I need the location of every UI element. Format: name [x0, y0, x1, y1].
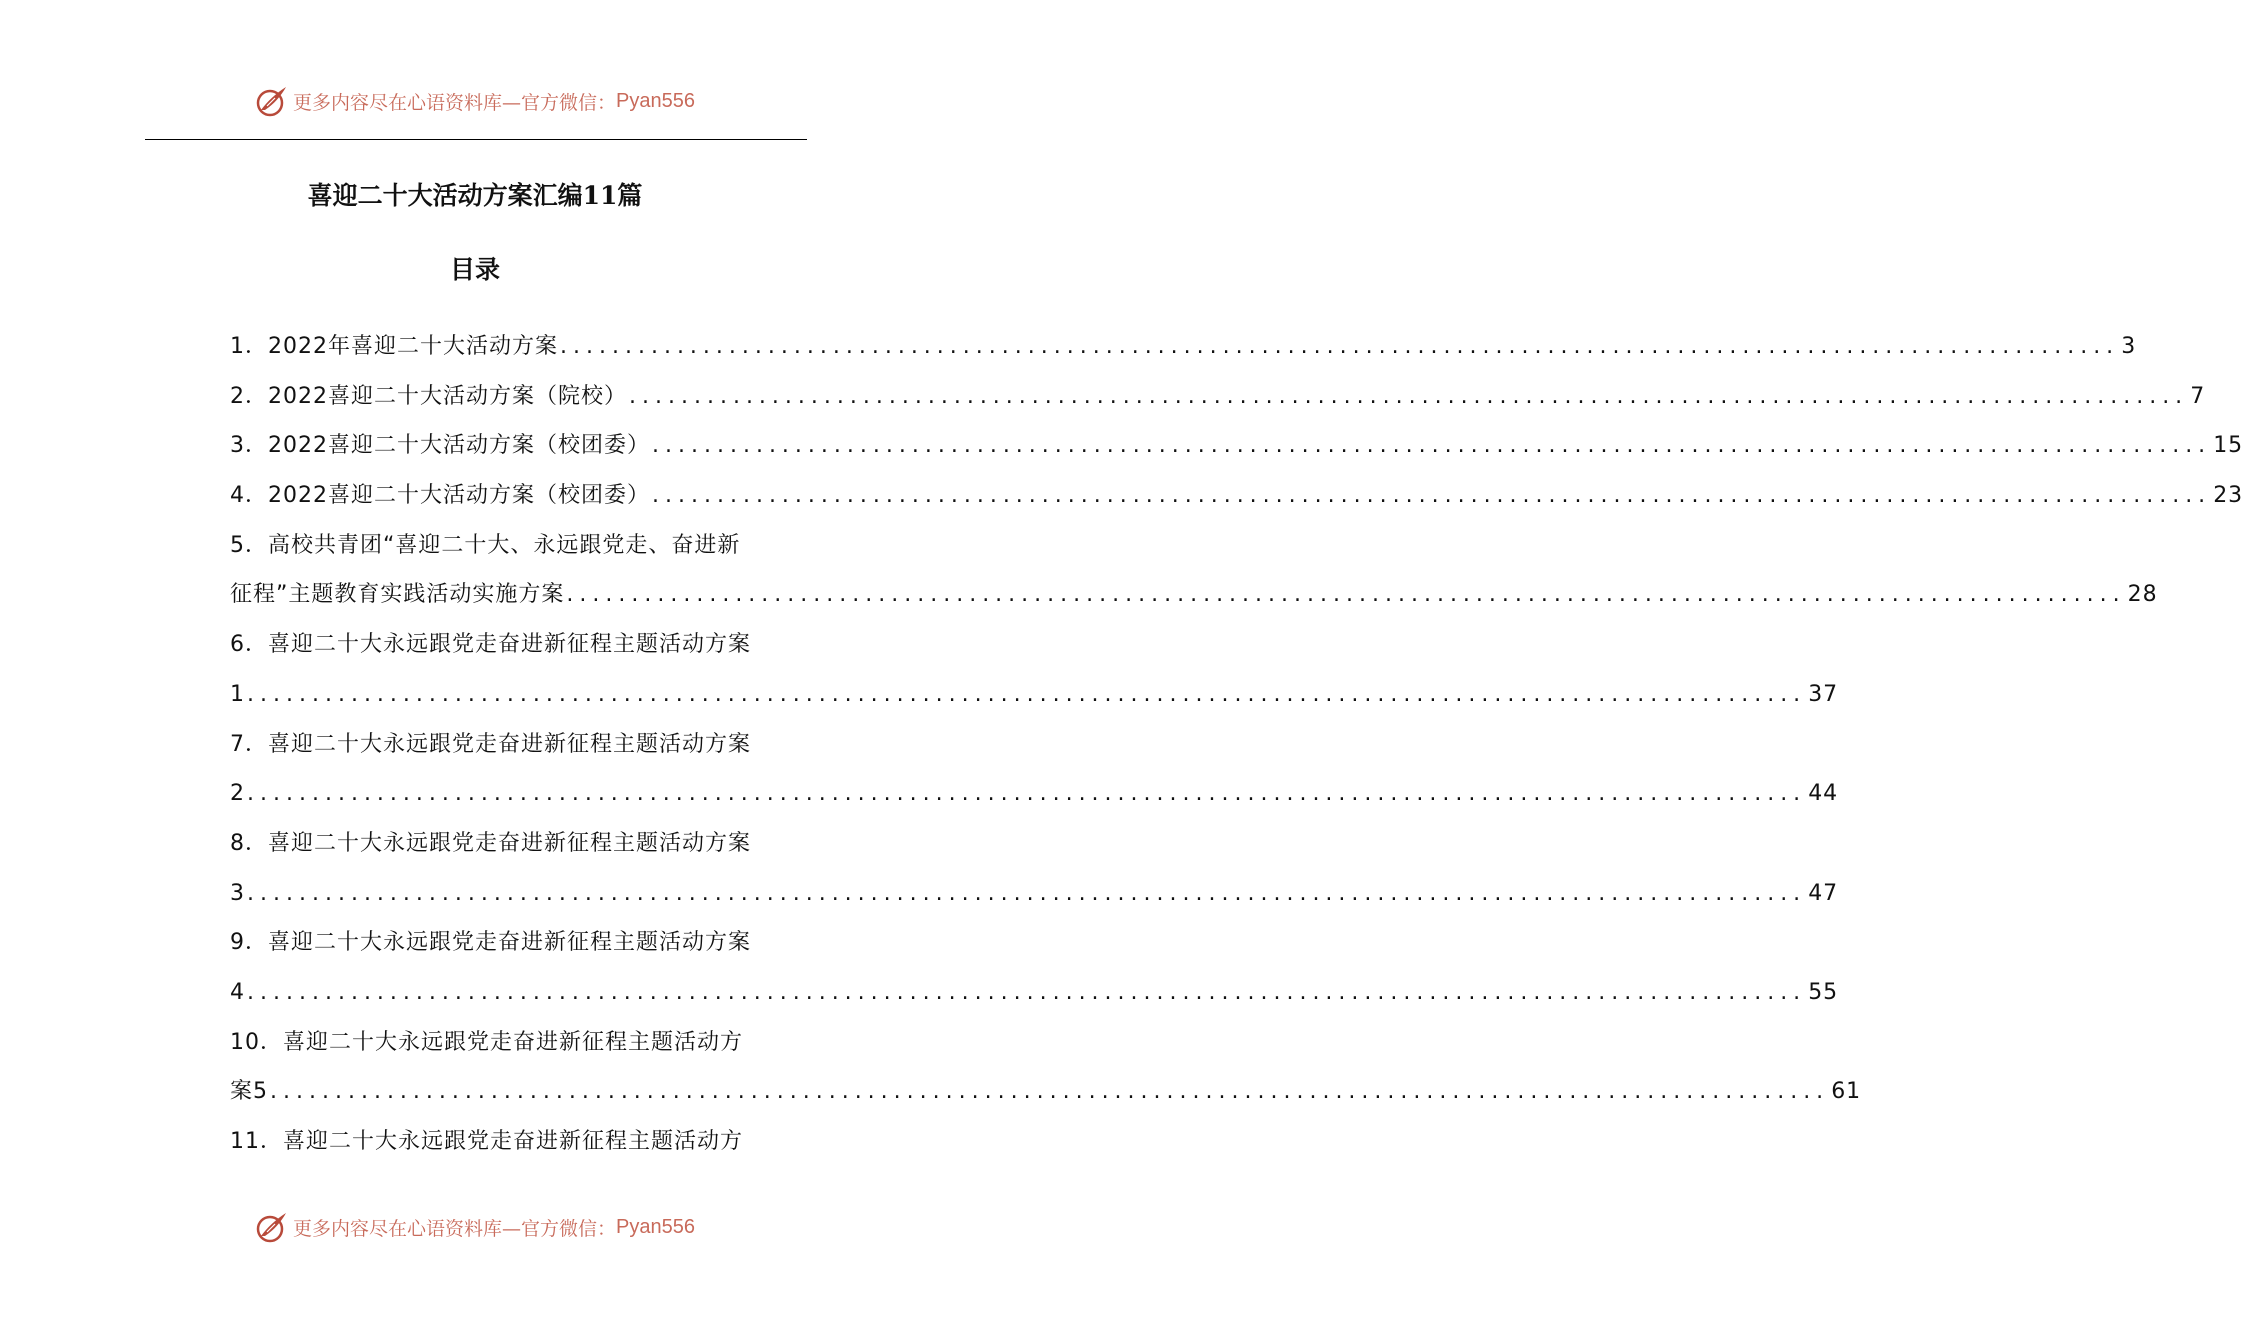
toc-entry-text: 3 — [230, 880, 245, 906]
dot-leader: ........................................................................................................................ — [629, 383, 2189, 409]
toc-entry-line[interactable] — [230, 775, 1839, 825]
toc-entry-line[interactable] — [230, 626, 850, 676]
toc-entry-line[interactable] — [230, 378, 2206, 428]
toc-entry-line[interactable] — [230, 477, 2243, 527]
toc-entry-text: 11．喜迎二十大永远跟党走奋进新征程主题活动方 — [230, 1129, 743, 1154]
toc-page-number: 3 — [2121, 334, 2137, 359]
toc-page-number: 47 — [1808, 880, 1839, 906]
watermark-text: 更多内容尽在心语资料库—官方微信： — [293, 1217, 617, 1240]
toc-page-number: 15 — [2213, 433, 2243, 459]
toc-entry-text: 5．高校共青团“喜迎二十大、永远跟党走、奋进新 — [230, 532, 741, 558]
toc-entry-text: 4．2022喜迎二十大活动方案（校团委） — [230, 483, 650, 509]
toc-entry-text: 7．喜迎二十大永远跟党走奋进新征程主题活动方案 — [230, 731, 751, 757]
toc-entry-line[interactable] — [230, 427, 2243, 477]
toc-entry-line[interactable] — [230, 576, 2158, 626]
dot-leader: ........................................................................................................................ — [652, 433, 2212, 459]
toc-entry-line[interactable] — [230, 1123, 850, 1173]
toc-page-number: 61 — [1831, 1079, 1862, 1105]
header-divider — [145, 139, 807, 140]
toc-page-number: 44 — [1808, 781, 1839, 807]
dot-leader: ........................................................................................................................ — [652, 483, 2212, 509]
toc-entry-text: 2 — [230, 781, 245, 807]
toc-entry-line[interactable] — [230, 1024, 850, 1074]
toc-entry-line[interactable] — [230, 875, 1839, 925]
quill-logo-icon — [255, 84, 289, 118]
toc-entry-text: 9．喜迎二十大永远跟党走奋进新征程主题活动方案 — [230, 930, 751, 956]
dot-leader: ........................................................................................................................ — [560, 334, 2120, 359]
quill-logo-icon — [255, 1210, 289, 1244]
toc-heading: 目录 — [449, 255, 500, 284]
dot-leader: ........................................................................................................................ — [247, 681, 1807, 707]
dot-leader: ........................................................................................................................ — [566, 582, 2126, 608]
toc-page-number: 23 — [2213, 483, 2243, 509]
dot-leader: ........................................................................................................................ — [247, 979, 1807, 1005]
toc-entry-text: 案5 — [230, 1079, 268, 1105]
toc-page-number: 28 — [2127, 582, 2158, 608]
watermark-wechat-id: Pyan556 — [616, 1215, 695, 1238]
document-title: 喜迎二十大活动方案汇编11篇 — [307, 181, 643, 210]
toc-entry-line[interactable] — [230, 726, 850, 776]
toc-entry-text: 6．喜迎二十大永远跟党走奋进新征程主题活动方案 — [230, 632, 751, 658]
toc-entry-line[interactable] — [230, 676, 1839, 726]
toc-entry-text: 3．2022喜迎二十大活动方案（校团委） — [230, 433, 650, 459]
toc-entry-text: 10．喜迎二十大永远跟党走奋进新征程主题活动方 — [230, 1029, 743, 1055]
toc-page-number: 55 — [1808, 979, 1839, 1005]
toc-entry-line[interactable] — [230, 328, 2137, 378]
toc-entry-text: 2．2022喜迎二十大活动方案（院校） — [230, 383, 627, 409]
dot-leader: ........................................................................................................................ — [270, 1079, 1830, 1105]
watermark-wechat-id: Pyan556 — [616, 89, 695, 112]
watermark-footer — [0, 1210, 950, 1244]
toc-page-number: 37 — [1808, 681, 1839, 707]
watermark-header — [0, 84, 950, 118]
toc-page-number: 7 — [2190, 383, 2206, 409]
toc-entry-line[interactable] — [230, 527, 850, 577]
toc-entry-text: 4 — [230, 979, 245, 1005]
dot-leader: ........................................................................................................................ — [247, 880, 1807, 906]
toc-entry-text: 征程”主题教育实践活动实施方案 — [230, 582, 565, 608]
toc-entry-text: 1 — [230, 681, 245, 707]
watermark-text: 更多内容尽在心语资料库—官方微信： — [293, 91, 617, 114]
toc-entry-text: 8．喜迎二十大永远跟党走奋进新征程主题活动方案 — [230, 830, 751, 856]
toc-entry-line[interactable] — [230, 1073, 1862, 1123]
toc-entry-line[interactable] — [230, 825, 850, 875]
toc-entry-line[interactable] — [230, 974, 1839, 1024]
toc-entry-text: 1．2022年喜迎二十大活动方案 — [230, 334, 558, 359]
toc-entry-line[interactable] — [230, 924, 850, 974]
dot-leader: ........................................................................................................................ — [247, 781, 1807, 807]
table-of-contents — [230, 328, 2243, 1173]
